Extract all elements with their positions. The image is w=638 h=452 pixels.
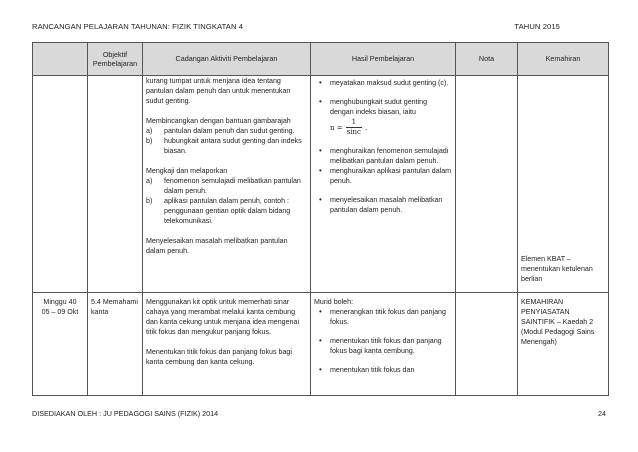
aktiviti-problem: Menyelesaikan masalah melibatkan pantulan dalam penuh. (146, 237, 288, 255)
list-item: • menghuraikan aplikasi pantulan dalam penuh. (319, 166, 452, 185)
list-item: b) hubungkait antara sudut genting dan indeks biasan. (146, 137, 302, 155)
cell-aktiviti (143, 76, 311, 293)
list-item: b) aplikasi pantulan dalam penuh, contoh : penggunaan gentian optik dalam bidang telekomunikasi. (146, 197, 291, 225)
bullet-icon: • (319, 336, 322, 345)
cell-nota (456, 76, 518, 293)
table-header-row (33, 43, 609, 76)
list-item: • menerangkan titik fokus dan panjang fokus. (319, 307, 446, 326)
aktiviti-investigation-intro: Mengkaji dan melaporkan (146, 167, 228, 175)
cell-aktiviti (143, 293, 311, 396)
aktiviti-investigation (146, 166, 307, 226)
list-item: • meyatakan maksud sudut genting (c). (319, 78, 449, 87)
kemahiran-text: Elemen KBAT – menentukan ketulenan berlian (521, 255, 593, 283)
week-number: Minggu 40 (43, 298, 77, 306)
document-title: RANCANGAN PELAJARAN TAHUNAN: FIZIK TINGKATAN 4 (32, 22, 244, 31)
week-dates: 05 – 09 Okt (41, 308, 79, 316)
document-year: TAHUN 2015 (514, 22, 560, 31)
document-footer: DISEDIAKAN OLEH : JU PEDAGOGI SAINS (FIZIK) 2014 (32, 409, 219, 418)
table-row (33, 293, 609, 396)
list-item: • menghuraikan fenomenon semulajadi melibatkan pantulan dalam penuh. (319, 146, 449, 165)
aktiviti-paragraph: Menentukan titik fokus dan panjang fokus bagi kanta cembung dan kanta cekung. (146, 348, 292, 366)
cell-minggu-empty (33, 76, 88, 293)
page-number: 24 (598, 409, 606, 418)
bullet-icon: • (319, 166, 322, 175)
list-item: • menyelesaikan masalah melibatkan pantulan dalam penuh. (319, 195, 443, 214)
header-aktiviti: Cadangan Aktiviti Pembelajaran (143, 43, 311, 76)
aktiviti-paragraph: Menggunakan kit optik untuk memerhati sinar cahaya yang merambat melalui kanta cembung dan kanta cekung untuk menjana idea mengenai titik fokus dan mengukur panjang fokus. (146, 298, 300, 336)
cell-kemahiran (518, 76, 609, 293)
bullet-icon: • (319, 365, 322, 374)
header-nota: Nota (456, 43, 518, 76)
cell-hasil (311, 76, 456, 293)
header-minggu (33, 43, 88, 76)
hasil-intro: Murid boleh: (314, 298, 354, 306)
list-item: • menghubungkait sudut genting dengan indeks biasan, iaitu n = $\frac{1}{\sin c}$ . (319, 97, 428, 136)
bullet-icon: • (319, 97, 322, 106)
header-objektif-line1: Objektif (102, 49, 128, 59)
cell-minggu (33, 293, 88, 396)
header-hasil: Hasil Pembelajaran (311, 43, 456, 76)
list-item: a) fenomenon semulajadi melibatkan pantulan dalam penuh. (146, 177, 301, 195)
aktiviti-discussion-intro: Membincangkan dengan bantuan gambarajah (146, 117, 291, 125)
lesson-plan-table (32, 42, 609, 396)
bullet-icon: • (319, 146, 322, 155)
header-objektif-line2: Pembelajaran (92, 59, 138, 68)
cell-nota (456, 293, 518, 396)
bullet-icon: • (319, 78, 322, 87)
list-item: a) pantulan dalam penuh dan sudut genting. (146, 127, 295, 135)
bullet-icon: • (319, 307, 322, 316)
header-objektif (88, 43, 143, 76)
cell-kemahiran: KEMAHIRAN PENYIASATAN SAINTIFIK – Kaedah 2 (Modul Pedagogi Sains Menengah) (518, 293, 609, 396)
table-row (33, 76, 609, 293)
cell-objektif-empty (88, 76, 143, 293)
aktiviti-paragraph: kurang tumpat untuk menjana idea tentang pantulan dalam penuh dan untuk menentukan sudut genting. (146, 77, 291, 105)
critical-angle-formula: n = $\frac{1}{\sin c}$ . (330, 118, 368, 136)
header-kemahiran: Kemahiran (518, 43, 609, 76)
list-item: • menentukan titik fokus dan panjang fokus bagi kanta cembung. (319, 336, 442, 355)
list-item: • menentukan titik fokus dan (319, 365, 415, 374)
aktiviti-discussion (146, 116, 307, 156)
cell-hasil (311, 293, 456, 396)
cell-objektif: 5.4 Memahami kanta (88, 293, 143, 396)
bullet-icon: • (319, 195, 322, 204)
